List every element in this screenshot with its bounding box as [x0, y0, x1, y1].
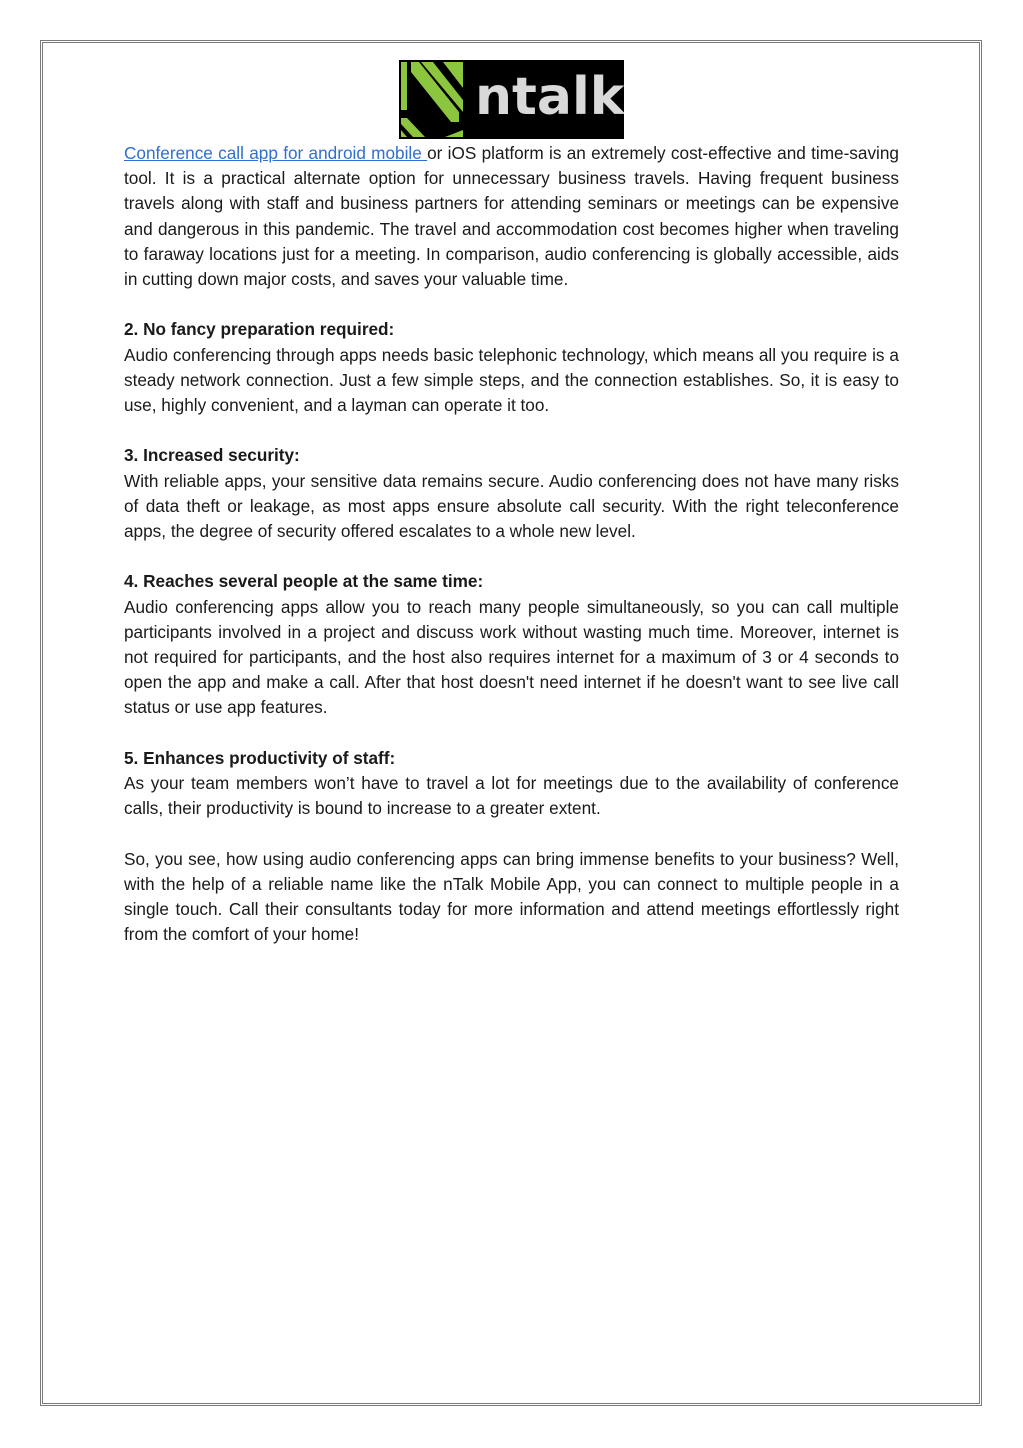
section-heading: 3. Increased security: — [124, 445, 300, 466]
intro-paragraph — [124, 141, 899, 292]
intro-text: or iOS platform is an extremely cost-effective and time-saving tool. It is a practical alternate option for unnecessary business travels. Having frequent business travels along with staff and business partners for attending seminars or meetings can be expensive and dangerous in this pandemic. The travel and accommodation cost becomes higher when traveling to faraway locations just for a meeting. In comparison, audio conferencing is globally accessible, aids in cutting down major costs, and saves your valuable time. — [124, 143, 899, 290]
ntalk-logo — [399, 60, 624, 139]
section-body: As your team members won’t have to travel a lot for meetings due to the availability of conference calls, their productivity is bound to increase to a greater extent. — [124, 773, 899, 819]
spacer — [124, 821, 899, 846]
logo-wordmark: ntalk — [475, 67, 624, 127]
spacer — [124, 418, 899, 443]
section-heading: 4. Reaches several people at the same time: — [124, 571, 484, 592]
section-heading: 2. No fancy preparation required: — [124, 319, 395, 340]
section-body: With reliable apps, your sensitive data remains secure. Audio conferencing does not have many risks of data theft or leakage, as most apps ensure absolute call security. With the right teleconference apps, the degree of security offered escalates to a whole new level. — [124, 470, 899, 542]
spacer — [124, 292, 899, 317]
document-body — [124, 141, 899, 947]
conclusion-paragraph: So, you see, how using audio conferencing apps can bring immense benefits to your business? Well, with the help of a reliable name like the nTalk Mobile App, you can connect to multiple people in a single touch. Call their consultants today for more information and attend meetings effortlessly right from the comfort of your home! — [124, 848, 899, 945]
section-body: Audio conferencing through apps needs basic telephonic technology, which means all you require is a steady network connection. Just a few simple steps, and the connection establishes. So, it is easy to use, highly convenient, and a layman can operate it too. — [124, 344, 899, 416]
spacer — [124, 721, 899, 746]
conference-call-app-link[interactable]: Conference call app for android mobile — [124, 143, 428, 163]
section-heading: 5. Enhances productivity of staff: — [124, 747, 396, 768]
spacer — [124, 544, 899, 569]
section-body: Audio conferencing apps allow you to reach many people simultaneously, so you can call multiple participants involved in a project and discuss work without wasting much time. Moreover, internet is not required for participants, and the host also requires internet for a maximum of 3 or 4 seconds to open the app and make a call. After that host doesn't need internet if he doesn't want to see live call status or use app features. — [124, 596, 899, 718]
